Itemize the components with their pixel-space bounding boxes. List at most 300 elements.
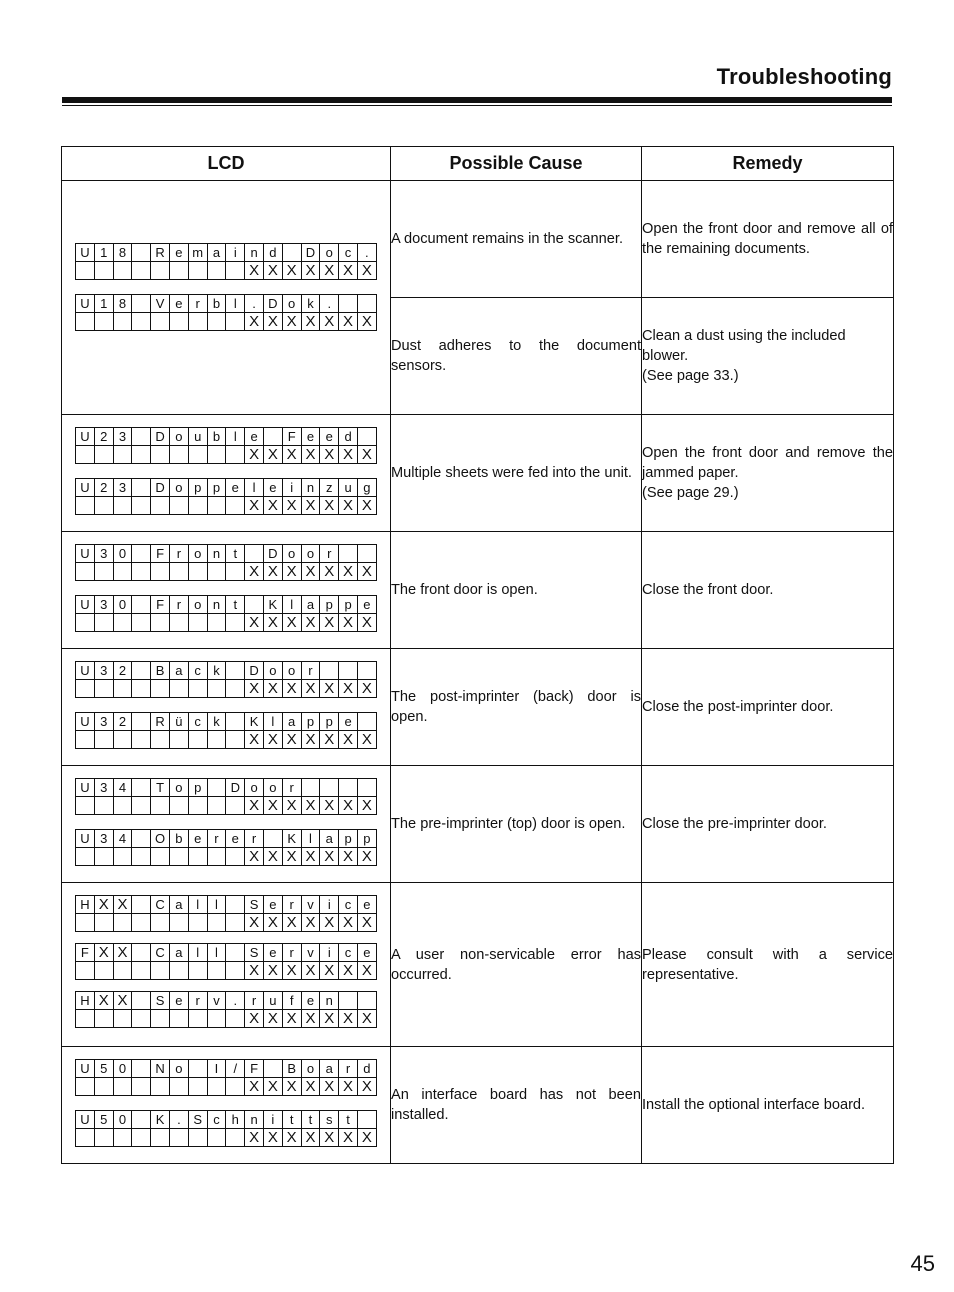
lcd-char: e — [264, 896, 283, 914]
lcd-char — [226, 944, 245, 962]
lcd-char — [114, 563, 133, 581]
lcd-char: d — [358, 1060, 377, 1078]
lcd-char — [208, 914, 227, 932]
lcd-char — [226, 563, 245, 581]
lcd-char: X — [320, 262, 339, 280]
lcd-char: D — [245, 662, 264, 680]
lcd-char — [132, 479, 151, 497]
lcd-char: o — [320, 244, 339, 262]
lcd-char — [189, 680, 208, 698]
lcd-char: e — [170, 992, 189, 1010]
lcd-char — [339, 295, 358, 313]
lcd-char: 4 — [114, 779, 133, 797]
lcd-char: i — [320, 896, 339, 914]
lcd-char — [76, 446, 95, 464]
lcd-char: d — [264, 244, 283, 262]
lcd-char — [76, 680, 95, 698]
lcd-char — [132, 614, 151, 632]
lcd-char: o — [283, 545, 302, 563]
lcd-char: 1 — [95, 244, 114, 262]
cause-cell: The post-imprinter (back) door is open. — [391, 649, 642, 766]
lcd-char: 2 — [95, 479, 114, 497]
lcd-char — [151, 614, 170, 632]
lcd-char: X — [339, 962, 358, 980]
lcd-char — [132, 313, 151, 331]
lcd-char: X — [245, 563, 264, 581]
lcd-char: v — [302, 896, 321, 914]
lcd-char: ü — [170, 713, 189, 731]
lcd-char — [114, 914, 133, 932]
lcd-char: X — [320, 446, 339, 464]
lcd-char: X — [245, 313, 264, 331]
lcd-char — [226, 1010, 245, 1028]
lcd-char — [189, 914, 208, 932]
lcd-char: X — [245, 1129, 264, 1147]
lcd-char: X — [358, 731, 377, 749]
lcd-char — [208, 680, 227, 698]
lcd-char: X — [283, 563, 302, 581]
lcd-display — [75, 294, 377, 331]
lcd-char: 8 — [114, 295, 133, 313]
lcd-char: h — [226, 1111, 245, 1129]
lcd-char: . — [245, 295, 264, 313]
lcd-cell — [62, 415, 391, 532]
cause-cell: Dust adheres to the document sensors. — [391, 298, 642, 415]
column-header-lcd: LCD — [62, 147, 391, 181]
lcd-display — [75, 427, 377, 464]
lcd-char: X — [320, 680, 339, 698]
lcd-char — [170, 614, 189, 632]
lcd-char: i — [226, 244, 245, 262]
lcd-char — [170, 731, 189, 749]
lcd-char: X — [245, 446, 264, 464]
lcd-char — [189, 563, 208, 581]
lcd-char — [132, 563, 151, 581]
lcd-char: n — [245, 244, 264, 262]
lcd-char: 3 — [114, 428, 133, 446]
lcd-char: o — [245, 779, 264, 797]
lcd-char: X — [245, 1078, 264, 1096]
lcd-display — [75, 895, 377, 932]
lcd-char — [95, 680, 114, 698]
lcd-char — [264, 1060, 283, 1078]
lcd-char: U — [76, 479, 95, 497]
lcd-display — [75, 712, 377, 749]
lcd-char — [208, 446, 227, 464]
lcd-char: U — [76, 713, 95, 731]
lcd-char: a — [320, 830, 339, 848]
lcd-char: X — [339, 614, 358, 632]
lcd-char — [226, 848, 245, 866]
lcd-char — [170, 962, 189, 980]
lcd-char: X — [264, 848, 283, 866]
lcd-char: n — [208, 545, 227, 563]
lcd-char: 0 — [114, 545, 133, 563]
lcd-char: p — [208, 479, 227, 497]
lcd-char — [132, 779, 151, 797]
lcd-char: c — [189, 662, 208, 680]
lcd-char — [339, 662, 358, 680]
lcd-char: p — [320, 713, 339, 731]
lcd-char: X — [95, 992, 114, 1010]
lcd-char — [245, 545, 264, 563]
lcd-char: K — [283, 830, 302, 848]
lcd-char — [226, 731, 245, 749]
lcd-char: o — [302, 1060, 321, 1078]
lcd-char: X — [302, 914, 321, 932]
lcd-cell — [62, 766, 391, 883]
lcd-char — [358, 1111, 377, 1129]
lcd-char: e — [245, 428, 264, 446]
lcd-char — [114, 848, 133, 866]
lcd-char: 5 — [95, 1060, 114, 1078]
lcd-char — [189, 614, 208, 632]
lcd-char: F — [151, 596, 170, 614]
lcd-char: X — [264, 680, 283, 698]
lcd-char: b — [208, 295, 227, 313]
lcd-display — [75, 991, 377, 1028]
lcd-char: X — [358, 1078, 377, 1096]
lcd-char: r — [339, 1060, 358, 1078]
lcd-char — [132, 1060, 151, 1078]
lcd-char: X — [283, 446, 302, 464]
lcd-char — [208, 1078, 227, 1096]
lcd-char: 0 — [114, 596, 133, 614]
lcd-char — [76, 262, 95, 280]
lcd-char: e — [226, 830, 245, 848]
lcd-char: 2 — [114, 713, 133, 731]
lcd-char — [114, 680, 133, 698]
lcd-char — [189, 446, 208, 464]
lcd-char: X — [358, 797, 377, 815]
lcd-char — [170, 262, 189, 280]
lcd-char: X — [339, 446, 358, 464]
lcd-char — [132, 244, 151, 262]
lcd-char — [226, 914, 245, 932]
lcd-char: X — [320, 313, 339, 331]
lcd-char: o — [264, 662, 283, 680]
lcd-char — [358, 545, 377, 563]
lcd-char: X — [358, 680, 377, 698]
lcd-char: 3 — [95, 779, 114, 797]
lcd-char: e — [189, 830, 208, 848]
lcd-char — [132, 1010, 151, 1028]
lcd-char — [132, 962, 151, 980]
lcd-char: T — [151, 779, 170, 797]
lcd-char: o — [189, 596, 208, 614]
lcd-char: k — [208, 662, 227, 680]
lcd-char: B — [151, 662, 170, 680]
lcd-char: X — [245, 797, 264, 815]
lcd-char: e — [170, 295, 189, 313]
lcd-char: X — [264, 1129, 283, 1147]
lcd-char: u — [189, 428, 208, 446]
lcd-char — [358, 992, 377, 1010]
lcd-char — [208, 614, 227, 632]
lcd-char: a — [320, 1060, 339, 1078]
lcd-char: X — [302, 1129, 321, 1147]
lcd-char — [151, 731, 170, 749]
lcd-char: 3 — [95, 545, 114, 563]
lcd-char — [132, 992, 151, 1010]
lcd-char — [151, 962, 170, 980]
troubleshooting-table — [61, 146, 894, 1164]
lcd-char: X — [114, 992, 133, 1010]
lcd-char: e — [264, 944, 283, 962]
lcd-char — [132, 446, 151, 464]
lcd-char: U — [76, 779, 95, 797]
lcd-char — [76, 731, 95, 749]
lcd-char: X — [302, 680, 321, 698]
lcd-char: o — [283, 662, 302, 680]
lcd-char: X — [264, 614, 283, 632]
lcd-char: k — [302, 295, 321, 313]
lcd-char: X — [358, 962, 377, 980]
lcd-char — [283, 244, 302, 262]
lcd-char: X — [339, 848, 358, 866]
lcd-char: X — [283, 797, 302, 815]
lcd-char: X — [339, 262, 358, 280]
lcd-char — [76, 313, 95, 331]
lcd-char — [208, 962, 227, 980]
lcd-char: e — [358, 596, 377, 614]
lcd-char: X — [264, 497, 283, 515]
lcd-char: X — [264, 1078, 283, 1096]
lcd-char — [226, 497, 245, 515]
lcd-char: X — [264, 446, 283, 464]
lcd-char: e — [358, 896, 377, 914]
lcd-display — [75, 595, 377, 632]
lcd-char: R — [151, 713, 170, 731]
lcd-char — [76, 962, 95, 980]
lcd-char: r — [320, 545, 339, 563]
lcd-char: X — [358, 848, 377, 866]
lcd-char: S — [245, 944, 264, 962]
lcd-char: X — [283, 1010, 302, 1028]
lcd-char: X — [320, 614, 339, 632]
lcd-char: 2 — [114, 662, 133, 680]
lcd-char — [95, 446, 114, 464]
lcd-char: 4 — [114, 830, 133, 848]
lcd-char — [95, 497, 114, 515]
lcd-char — [189, 1060, 208, 1078]
lcd-char: e — [302, 428, 321, 446]
lcd-char: e — [302, 992, 321, 1010]
section-title: Troubleshooting — [716, 64, 892, 89]
lcd-char — [95, 1078, 114, 1096]
lcd-char — [208, 848, 227, 866]
lcd-char: c — [339, 896, 358, 914]
cause-cell: Multiple sheets were fed into the unit. — [391, 415, 642, 532]
lcd-char: X — [264, 962, 283, 980]
lcd-char: X — [320, 1010, 339, 1028]
lcd-char — [76, 1129, 95, 1147]
lcd-char: X — [264, 313, 283, 331]
remedy-cell: Close the front door. — [642, 532, 894, 649]
lcd-char: i — [320, 944, 339, 962]
table-row — [62, 1047, 894, 1164]
lcd-char: X — [245, 680, 264, 698]
lcd-char: X — [302, 731, 321, 749]
lcd-char: n — [245, 1111, 264, 1129]
lcd-char: X — [320, 1129, 339, 1147]
lcd-char — [208, 797, 227, 815]
lcd-char: i — [264, 1111, 283, 1129]
lcd-char — [132, 830, 151, 848]
lcd-char — [132, 428, 151, 446]
lcd-char — [114, 446, 133, 464]
lcd-char: e — [264, 479, 283, 497]
lcd-char — [226, 713, 245, 731]
lcd-char: p — [358, 830, 377, 848]
remedy-line: Clean a dust using the included blower. — [642, 328, 846, 364]
lcd-char — [114, 1129, 133, 1147]
lcd-char — [189, 313, 208, 331]
lcd-char: X — [283, 914, 302, 932]
lcd-char: a — [170, 662, 189, 680]
lcd-char: l — [208, 896, 227, 914]
lcd-char: e — [358, 944, 377, 962]
lcd-char — [226, 962, 245, 980]
header-rule-thick — [62, 97, 892, 103]
lcd-char: X — [283, 680, 302, 698]
lcd-char — [114, 1078, 133, 1096]
lcd-char: X — [302, 962, 321, 980]
lcd-char — [226, 797, 245, 815]
cause-cell: The front door is open. — [391, 532, 642, 649]
lcd-cell — [62, 883, 391, 1047]
lcd-char — [226, 1129, 245, 1147]
lcd-char: U — [76, 1060, 95, 1078]
lcd-char: 0 — [114, 1111, 133, 1129]
lcd-char: n — [208, 596, 227, 614]
lcd-char: r — [283, 896, 302, 914]
lcd-char: v — [208, 992, 227, 1010]
lcd-char — [226, 262, 245, 280]
table-row — [62, 415, 894, 532]
lcd-char — [132, 944, 151, 962]
lcd-display — [75, 544, 377, 581]
lcd-char: F — [283, 428, 302, 446]
lcd-char: X — [114, 896, 133, 914]
lcd-char — [132, 662, 151, 680]
lcd-char — [132, 896, 151, 914]
lcd-char: a — [170, 896, 189, 914]
lcd-char — [76, 914, 95, 932]
lcd-char: X — [283, 614, 302, 632]
lcd-char: X — [245, 848, 264, 866]
lcd-char — [170, 797, 189, 815]
lcd-char: o — [264, 779, 283, 797]
lcd-char: S — [245, 896, 264, 914]
lcd-char: D — [151, 479, 170, 497]
lcd-char — [76, 614, 95, 632]
lcd-char: X — [302, 446, 321, 464]
lcd-char: O — [151, 830, 170, 848]
lcd-char: r — [170, 596, 189, 614]
lcd-char: S — [189, 1111, 208, 1129]
lcd-char: l — [226, 428, 245, 446]
table-row — [62, 883, 894, 1047]
lcd-char — [95, 914, 114, 932]
lcd-char: X — [95, 896, 114, 914]
lcd-char — [151, 797, 170, 815]
lcd-char: X — [264, 563, 283, 581]
lcd-char: u — [339, 479, 358, 497]
lcd-char — [358, 713, 377, 731]
lcd-char: X — [320, 914, 339, 932]
lcd-char: X — [264, 262, 283, 280]
lcd-char — [358, 295, 377, 313]
lcd-char — [245, 596, 264, 614]
lcd-char: r — [189, 295, 208, 313]
lcd-char: c — [208, 1111, 227, 1129]
lcd-char — [132, 731, 151, 749]
lcd-char: p — [320, 596, 339, 614]
lcd-char: o — [170, 779, 189, 797]
lcd-char — [151, 1129, 170, 1147]
remedy-cell: Close the post-imprinter door. — [642, 649, 894, 766]
lcd-char — [226, 662, 245, 680]
lcd-display — [75, 778, 377, 815]
lcd-char — [170, 497, 189, 515]
lcd-char: X — [245, 262, 264, 280]
lcd-char: r — [245, 830, 264, 848]
lcd-char — [208, 731, 227, 749]
lcd-char — [114, 797, 133, 815]
lcd-char: r — [302, 662, 321, 680]
lcd-char: t — [302, 1111, 321, 1129]
lcd-display — [75, 943, 377, 980]
lcd-char: a — [302, 596, 321, 614]
lcd-char: 8 — [114, 244, 133, 262]
lcd-char: C — [151, 944, 170, 962]
lcd-char: p — [189, 479, 208, 497]
lcd-char: X — [320, 962, 339, 980]
lcd-char: e — [170, 244, 189, 262]
lcd-display — [75, 1110, 377, 1147]
lcd-char: t — [226, 545, 245, 563]
lcd-char: H — [76, 992, 95, 1010]
lcd-char: . — [226, 992, 245, 1010]
lcd-char — [170, 848, 189, 866]
lcd-char — [302, 779, 321, 797]
table-header-row — [62, 147, 894, 181]
lcd-char — [95, 848, 114, 866]
lcd-char — [264, 428, 283, 446]
lcd-char: 3 — [114, 479, 133, 497]
remedy-line: (See page 29.) — [642, 485, 739, 501]
cause-cell: A user non-servicable error has occurred. — [391, 883, 642, 1047]
lcd-char — [151, 497, 170, 515]
lcd-char — [151, 313, 170, 331]
lcd-char: X — [358, 1129, 377, 1147]
lcd-char: X — [245, 731, 264, 749]
lcd-char: U — [76, 428, 95, 446]
lcd-char — [208, 313, 227, 331]
remedy-cell — [642, 415, 894, 532]
lcd-char: n — [302, 479, 321, 497]
lcd-char: X — [283, 1129, 302, 1147]
lcd-char: p — [339, 830, 358, 848]
lcd-char: X — [358, 497, 377, 515]
lcd-char: X — [302, 1078, 321, 1096]
lcd-char: d — [339, 428, 358, 446]
lcd-char — [132, 545, 151, 563]
lcd-char — [151, 563, 170, 581]
lcd-char — [189, 1129, 208, 1147]
lcd-char — [189, 1078, 208, 1096]
